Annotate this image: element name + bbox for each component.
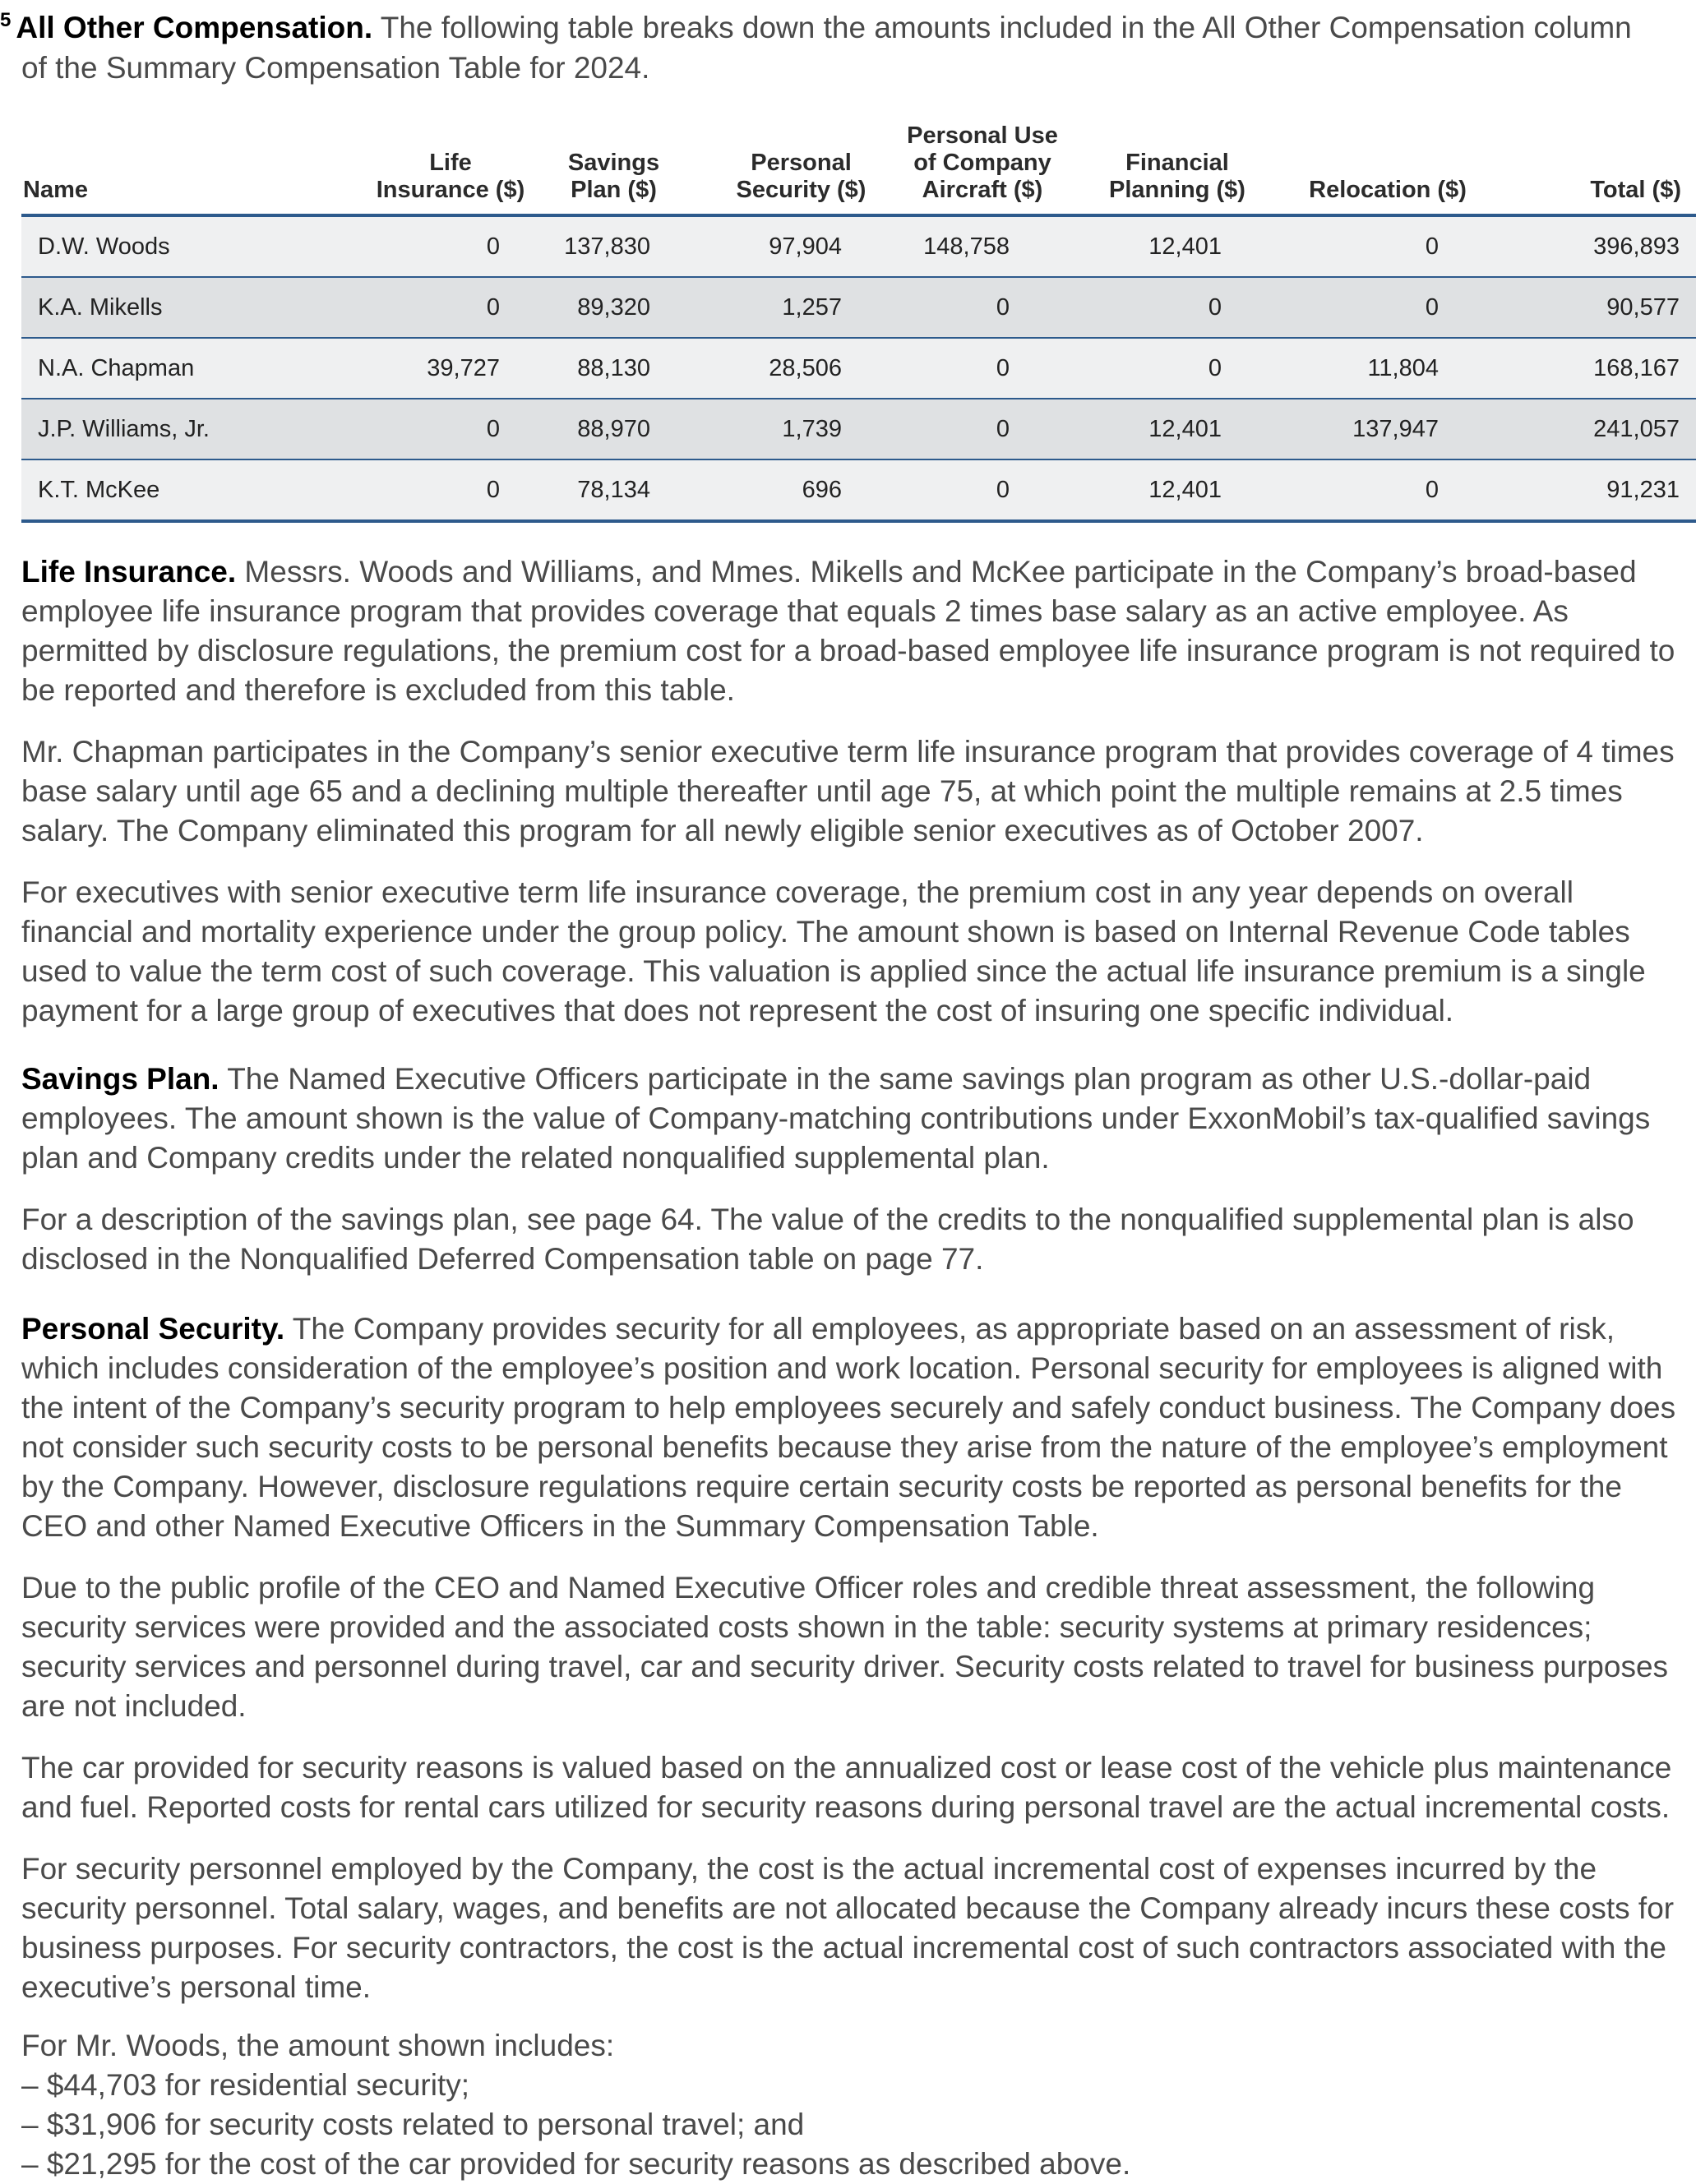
- footnote-marker: 5: [0, 9, 12, 31]
- cell-aircraft: 0: [876, 277, 1072, 338]
- personal-security-p5: [21, 2026, 1690, 2184]
- cell-financial: 12,401: [1072, 215, 1271, 277]
- footnote-lead: All Other Compensation.: [16, 11, 373, 44]
- cell-aircraft: 0: [876, 338, 1072, 399]
- list-item: – $31,906 for security costs related to personal travel; and: [21, 2108, 805, 2141]
- header-personal-security: Personal Security ($): [701, 115, 876, 215]
- table-row: [21, 277, 1696, 338]
- list-item: – $44,703 for residential security;: [21, 2068, 470, 2102]
- footnote-intro: [0, 0, 1669, 88]
- row-name-cell: N.A. Chapman: [21, 338, 212, 399]
- cell-life: 0: [212, 459, 518, 521]
- cell-relocation: 0: [1271, 215, 1472, 277]
- table-row: [21, 459, 1696, 521]
- cell-security: 1,257: [701, 277, 876, 338]
- cell-aircraft: 0: [876, 459, 1072, 521]
- cell-relocation: 137,947: [1271, 399, 1472, 459]
- row-name-cell: D.W. Woods: [21, 215, 212, 277]
- life-insurance-p3: For executives with senior executive term life insurance coverage, the premium cost in any year depends on overall financial and mortality experience under the group policy. The amount shown is based on Internal Revenue Code tables used to value the term cost of such coverage. This valuation is applied since the actual life insurance premium is a single payment for a large group of executives that does not represent the cost of insuring one specific individual.: [21, 875, 1646, 1027]
- footnote-text-line1: The following table breaks down the amounts included in the All Other Compensation column: [372, 11, 1632, 44]
- cell-savings: 88,970: [518, 399, 701, 459]
- cell-relocation: 0: [1271, 277, 1472, 338]
- cell-total: 168,167: [1472, 338, 1696, 399]
- personal-security-heading: Personal Security.: [21, 1312, 285, 1346]
- cell-aircraft: 148,758: [876, 215, 1072, 277]
- cell-aircraft: 0: [876, 399, 1072, 459]
- cell-security: 1,739: [701, 399, 876, 459]
- personal-security-p4: For security personnel employed by the Company, the cost is the actual incremental cost of expenses incurred by the security personnel. Total salary, wages, and benefits are not allocated because the Company already incurs these costs for business purposes. For security contractors, the cost is the actual incremental cost of such contractors associated with the executive’s personal time.: [21, 1852, 1675, 2004]
- cell-security: 97,904: [701, 215, 876, 277]
- personal-security-p1: Personal Security. The Company provides security for all employees, as appropriate based on an assessment of risk, which includes consideration of the employee’s position and work location. Personal security for employees is aligned with the intent of the Company’s security program to help employees securely and safely conduct business. The Company does not consider such security costs to be personal benefits because they arise from the nature of the employee’s employment by the Company. However, disclosure regulations require certain security costs be reported as personal benefits for the CEO and other Named Executive Officers in the Summary Compensation Table.: [21, 1312, 1676, 1543]
- list-item: – $21,295 for the cost of the car provided for security reasons as described above.: [21, 2147, 1131, 2181]
- savings-plan-p1: Savings Plan. The Named Executive Officers participate in the same savings plan program as other U.S.-dollar-paid employees. The amount shown is the value of Company-matching contributions under ExxonMobil’s tax-qualified savings plan and Company credits under the related nonqualified supplemental plan.: [21, 1062, 1651, 1175]
- cell-savings: 137,830: [518, 215, 701, 277]
- cell-savings: 78,134: [518, 459, 701, 521]
- cell-financial: 0: [1072, 277, 1271, 338]
- life-insurance-heading: Life Insurance.: [21, 555, 237, 589]
- cell-total: 90,577: [1472, 277, 1696, 338]
- header-total: Total ($): [1472, 115, 1696, 215]
- row-name-cell: J.P. Williams, Jr.: [21, 399, 212, 459]
- header-financial-planning: Financial Planning ($): [1072, 115, 1271, 215]
- cell-savings: 88,130: [518, 338, 701, 399]
- header-name: Name: [21, 115, 212, 215]
- life-insurance-p2: Mr. Chapman participates in the Company’s senior executive term life insurance program that provides coverage of 4 times base salary until age 65 and a declining multiple thereafter until age 75, at which point the multiple remains at 2.5 times salary. The Company eliminated this program for all newly eligible senior executives as of October 2007.: [21, 735, 1675, 847]
- cell-life: 0: [212, 277, 518, 338]
- footnote-text-line2: of the Summary Compensation Table for 2024.: [21, 51, 650, 85]
- cell-relocation: 0: [1271, 459, 1472, 521]
- row-name-cell: K.A. Mikells: [21, 277, 212, 338]
- cell-life: 39,727: [212, 338, 518, 399]
- life-insurance-p1: Life Insurance. Messrs. Woods and Williams, and Mmes. Mikells and McKee participate in the Company’s broad-based employee life insurance program that provides coverage that equals 2 times base salary as an active employee. As permitted by disclosure regulations, the premium cost for a broad-based employee life insurance program is not required to be reported and therefore is excluded from this table.: [21, 555, 1675, 707]
- cell-total: 241,057: [1472, 399, 1696, 459]
- header-aircraft: Personal Use of Company Aircraft ($): [876, 115, 1072, 215]
- savings-plan-heading: Savings Plan.: [21, 1062, 220, 1096]
- header-relocation: Relocation ($): [1271, 115, 1472, 215]
- cell-financial: 12,401: [1072, 459, 1271, 521]
- cell-life: 0: [212, 399, 518, 459]
- cell-security: 696: [701, 459, 876, 521]
- personal-security-p3: The car provided for security reasons is valued based on the annualized cost or lease cost of the vehicle plus maintenance and fuel. Reported costs for rental cars utilized for security reasons during personal travel are the actual incremental costs.: [21, 1751, 1672, 1824]
- header-savings-plan: Savings Plan ($): [518, 115, 701, 215]
- cell-savings: 89,320: [518, 277, 701, 338]
- cell-total: 396,893: [1472, 215, 1696, 277]
- personal-security-p2: Due to the public profile of the CEO and Named Executive Officer roles and credible threat assessment, the following security services were provided and the associated costs shown in the table: security systems at primary residences; security services and personnel during travel, car and security driver. Security costs related to travel for business purposes are not included.: [21, 1571, 1669, 1723]
- table-header-row: [21, 115, 1696, 215]
- table-row: [21, 399, 1696, 459]
- header-life-insurance: Life Insurance ($): [212, 115, 518, 215]
- table-row: [21, 215, 1696, 277]
- cell-total: 91,231: [1472, 459, 1696, 521]
- savings-plan-p2: For a description of the savings plan, see page 64. The value of the credits to the nonqualified supplemental plan is also disclosed in the Nonqualified Deferred Compensation table on page 77.: [21, 1203, 1634, 1276]
- cell-financial: 12,401: [1072, 399, 1271, 459]
- table-row: [21, 338, 1696, 399]
- cell-security: 28,506: [701, 338, 876, 399]
- cell-life: 0: [212, 215, 518, 277]
- all-other-compensation-table: [21, 115, 1696, 523]
- cell-financial: 0: [1072, 338, 1271, 399]
- cell-relocation: 11,804: [1271, 338, 1472, 399]
- woods-security-intro: For Mr. Woods, the amount shown includes:: [21, 2029, 615, 2062]
- row-name-cell: K.T. McKee: [21, 459, 212, 521]
